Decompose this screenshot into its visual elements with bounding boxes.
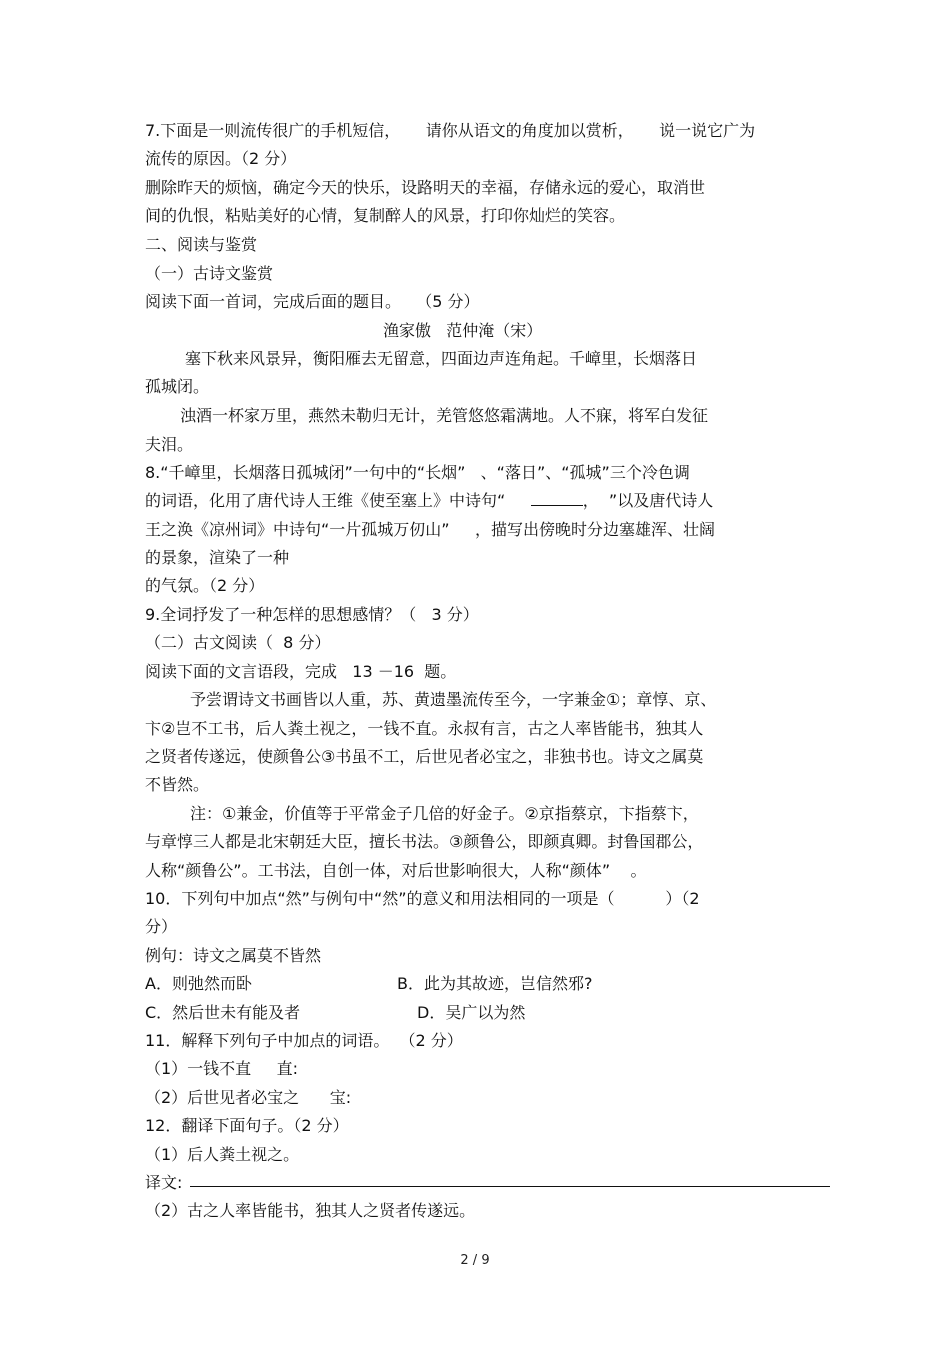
fill-in-blank (531, 491, 583, 506)
q7-sms-line1: 删除昨天的烦恼，确定今天的快乐，设路明天的幸福，存储永远的爱心，取消世 (145, 178, 706, 197)
classical-instructions: 阅读下面的文言语段，完成 13 －16 题。 (145, 662, 457, 681)
note-line: 与章惇三人都是北宋朝廷大臣，擅长书法。③颜鲁公，即颜真卿。封鲁国郡公， (145, 832, 704, 851)
poem-line: 浊酒一杯家万里，燕然未勒归无计，羌管悠悠霜满地。人不寐，将军白发征 (180, 406, 709, 425)
q9-question: 9.全词抒发了一种怎样的思想感情？（ 3 分） (145, 605, 479, 624)
page-number: 2 / 9 (460, 1253, 490, 1268)
q10-option-a: A．则弛然而卧 (145, 974, 252, 993)
q12-question: 12．翻译下面句子。（2 分） (145, 1116, 349, 1135)
q7-prompt-line2: 流传的原因。（2 分） (145, 149, 297, 168)
poem-title: 渔家傲 范仲淹（宋） (383, 321, 543, 340)
q10-option-c: C．然后世未有能及者 (145, 1003, 301, 1022)
answer-line (190, 1186, 830, 1187)
poem-line: 夫泪。 (145, 435, 194, 454)
q11-question: 11．解释下列句子中加点的词语。 （2 分） (145, 1031, 463, 1050)
q8-line-part: ， ”以及唐代诗人 (582, 491, 714, 510)
translation-label: 译文: (145, 1173, 183, 1192)
q10-option-d: D．吴广以为然 (417, 1003, 526, 1022)
q8-line: 的景象，渲染了一种 (145, 548, 290, 567)
poem-instructions: 阅读下面一首词，完成后面的题目。 （5 分） (145, 292, 480, 311)
q12-item: （1）后人粪土视之。 (145, 1145, 300, 1164)
section-heading: 二、阅读与鉴赏 (145, 235, 258, 254)
subsection-classical-heading: （二）古文阅读（ 8 分） (145, 633, 331, 652)
poem-line: 塞下秋来风景异，衡阳雁去无留意，四面边声连角起。千嶂里，长烟落日 (185, 349, 698, 368)
q8-line (145, 491, 713, 511)
subsection-poetry-heading: （一）古诗文鉴赏 (145, 264, 274, 283)
q8-line: 的气氛。（2 分） (145, 576, 265, 595)
passage-line: 不皆然。 (145, 775, 210, 794)
poem-line: 孤城闭。 (145, 377, 210, 396)
q7-prompt-line1: 7.下面是一则流传很广的手机短信， 请你从语文的角度加以赏析， 说一说它广为 (145, 121, 756, 140)
q12-item: （2）古之人率皆能书，独其人之贤者传遂远。 (145, 1201, 476, 1220)
q10-example: 例句：诗文之属莫不皆然 (145, 946, 322, 965)
passage-line: 卞②岂不工书，后人粪土视之，一钱不直。永叔有言，古之人率皆能书，独其人 (145, 719, 704, 738)
note-line: 注：①兼金，价值等于平常金子几倍的好金子。②京指蔡京，卞指蔡卞， (190, 804, 699, 823)
passage-line: 予尝谓诗文书画皆以人重，苏、黄遗墨流传至今，一字兼金①；章惇、京、 (190, 690, 717, 709)
q7-sms-line2: 间的仇恨，粘贴美好的心情，复制醉人的风景，打印你灿烂的笑容。 (145, 206, 626, 225)
note-line: 人称“颜鲁公”。工书法，自创一体，对后世影响很大，人称“颜体” 。 (145, 861, 647, 880)
q10-option-b: B．此为其故迹，岂信然邪? (397, 974, 593, 993)
q10-question: 分） (145, 917, 178, 936)
q8-line: 王之涣《凉州词》中诗句“一片孤城万仞山” ，描写出傍晚时分边塞雄浑、壮阔 (145, 520, 716, 539)
q11-item: （1）一钱不直 直: (145, 1059, 299, 1078)
q10-question: 10．下列句中加点“然”与例句中“然”的意义和用法相同的一项是（ ）（2 (145, 889, 700, 908)
q8-line-part: 的词语，化用了唐代诗人王维《使至塞上》中诗句“ (145, 491, 531, 510)
q11-item: （2）后世见者必宝之 宝: (145, 1088, 352, 1107)
passage-line: 之贤者传遂远，使颜鲁公③书虽不工，后世见者必宝之，非独书也。诗文之属莫 (145, 747, 704, 766)
q8-line: 8.“千嶂里，长烟落日孤城闭”一句中的“长烟” 、“落日”、“孤城”三个冷色调 (145, 463, 690, 482)
